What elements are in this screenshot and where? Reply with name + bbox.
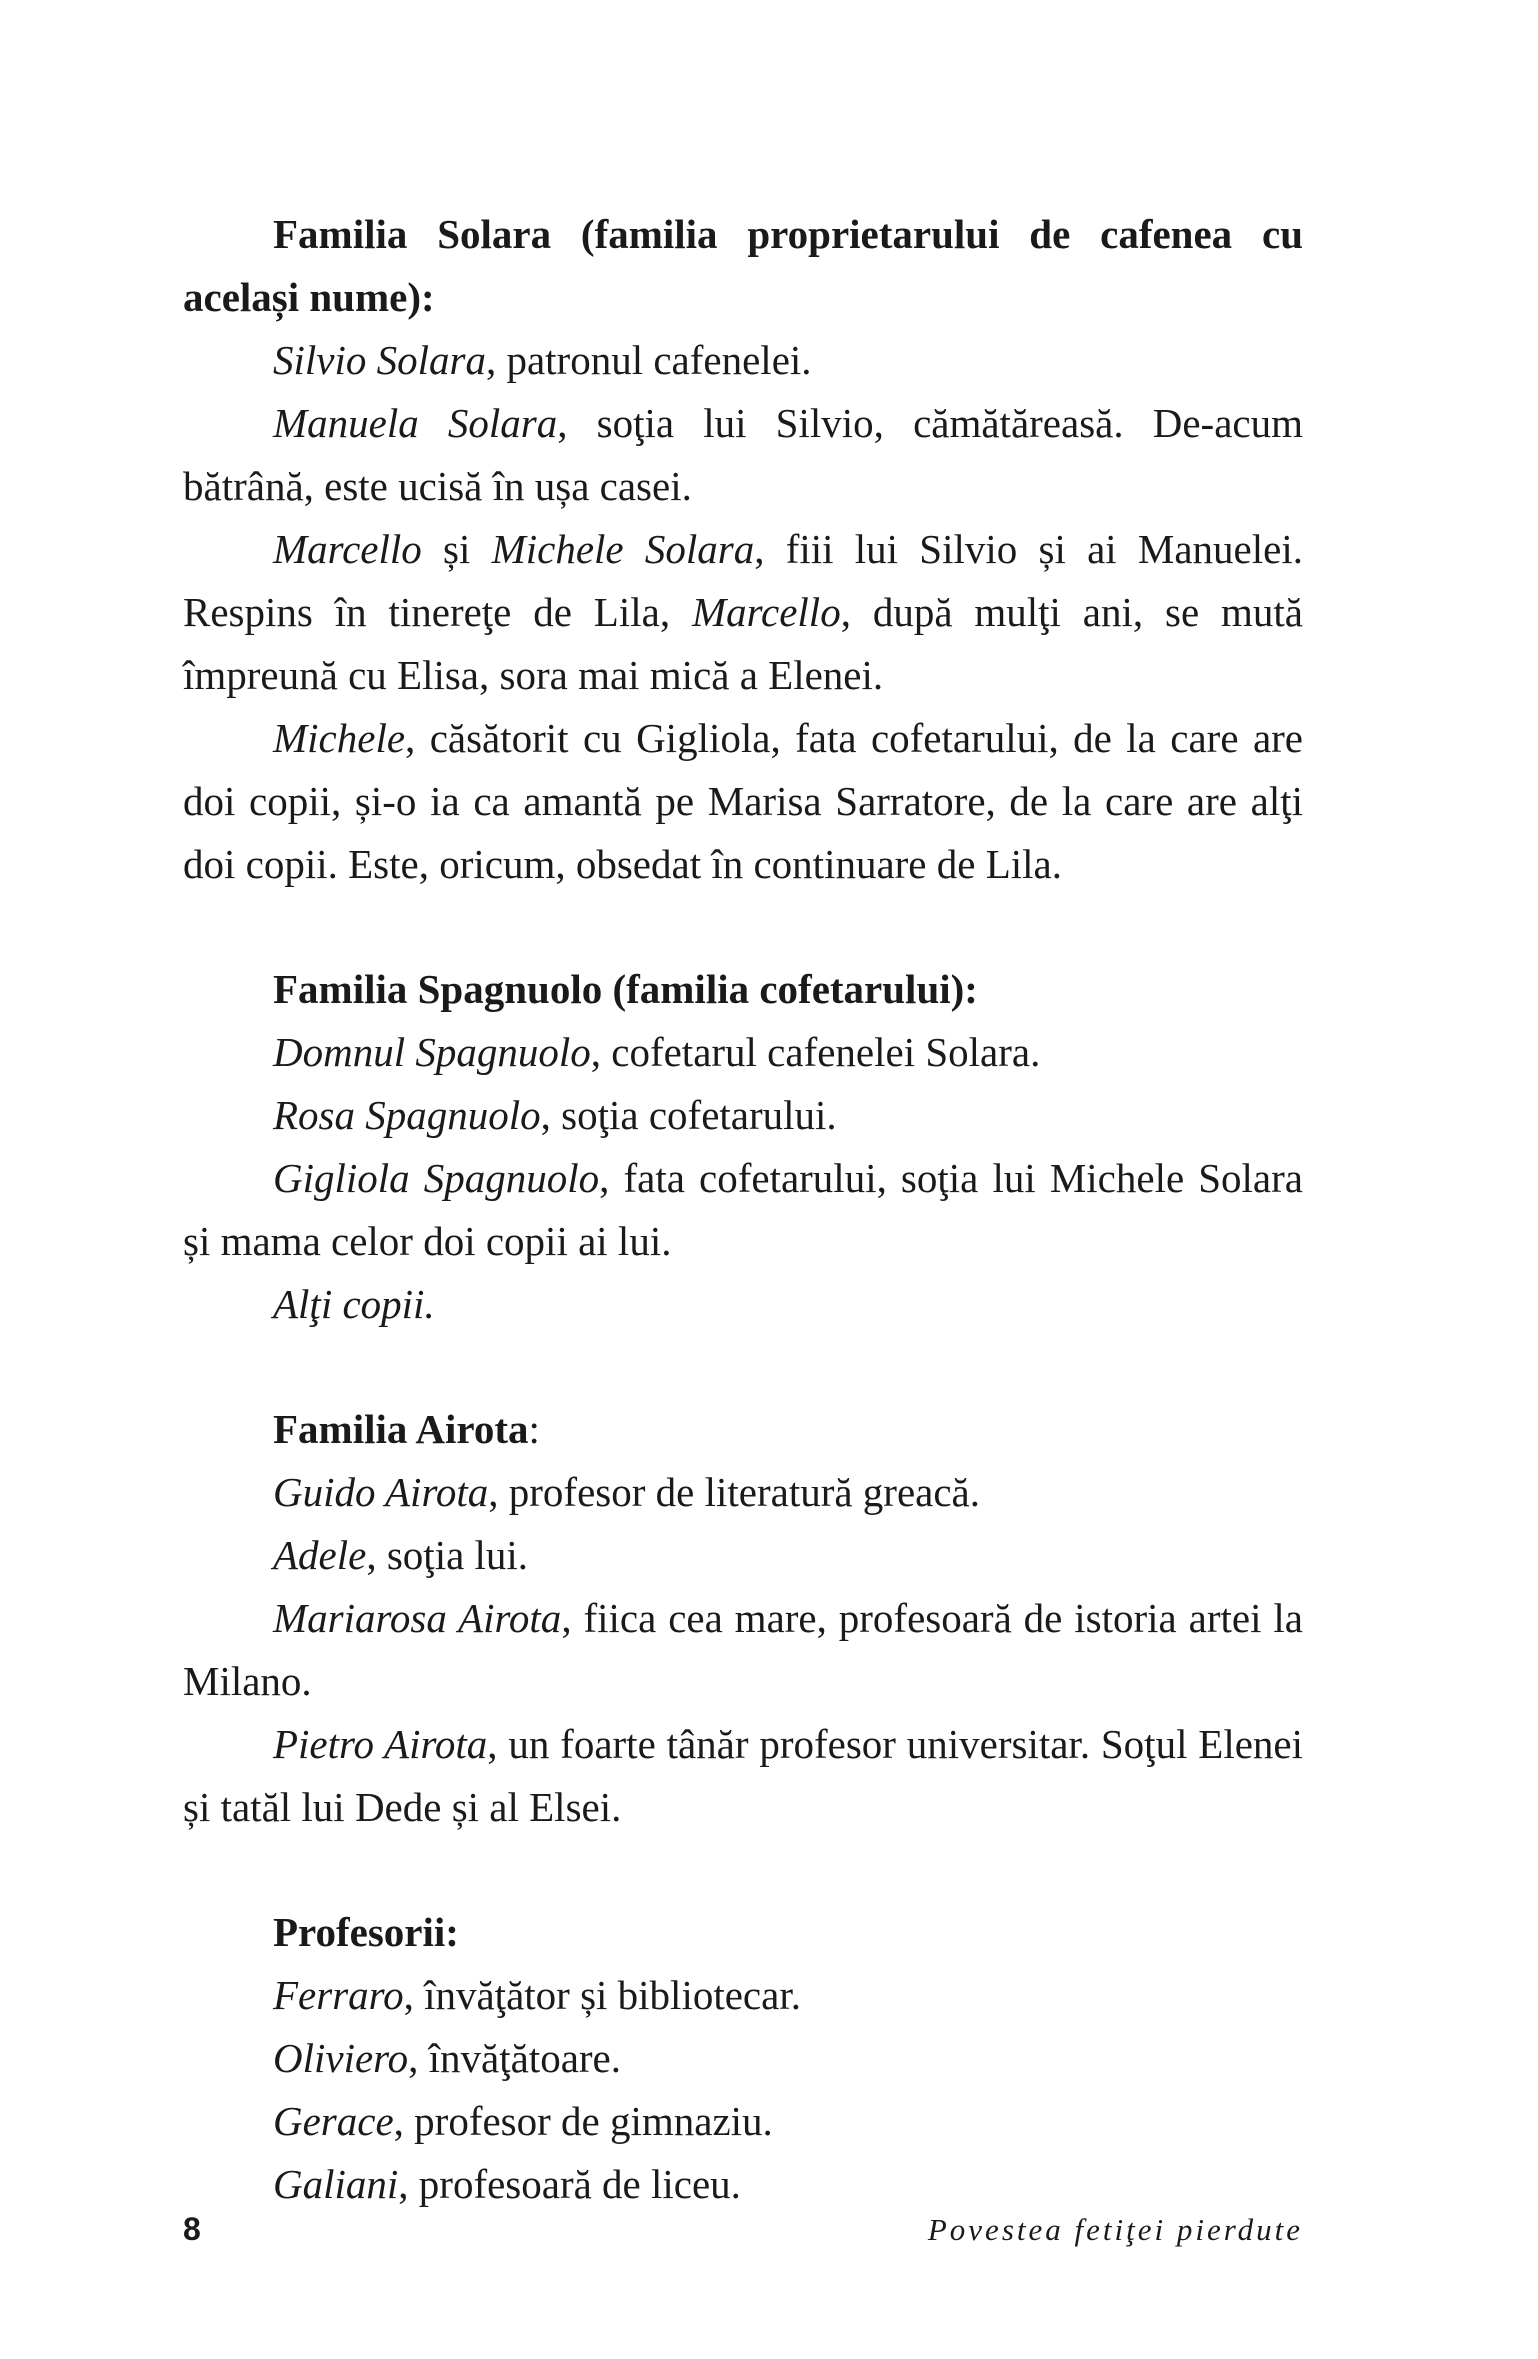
section-heading [183,1901,1303,1964]
person-name: Mariarosa Airota [273,1595,562,1641]
person-name: Domnul Spagnuolo [273,1029,591,1075]
person-description: , căsătorit cu Gigliola, fata cofetarului, de la care are doi copii, și-o ia ca amantă pe Marisa Sarratore, de la care are alţi doi copii. Este, oricum, obsedat în continuare de Lila. [183,715,1303,887]
person-description: , învăţătoare. [408,2035,621,2081]
person-description: , soţia lui Silvio, cămătăreasă. De-acum bătrână, este ucisă în ușa casei. [183,400,1303,509]
person-description: , profesor de literatură greacă. [488,1469,981,1515]
entry [183,1147,1303,1273]
entry [183,518,1303,707]
entry [183,1461,1303,1524]
entry [183,392,1303,518]
heading-text: Familia Solara (familia proprietarului de cafenea cu același nume): [183,211,1303,320]
section-familia-airota [183,1398,1303,1839]
person-name: Manuela Solara [273,400,558,446]
person-description: , învăţător și bibliotecar. [403,1972,801,2018]
heading-text: Profesorii: [273,1909,459,1955]
entry [183,1587,1303,1713]
person-description: , cofetarul cafenelei Solara. [590,1029,1041,1075]
person-name: Guido Airota [273,1469,489,1515]
person-description: , fiii lui Silvio și ai Manuelei. Respins în tinereţe de Lila, [183,526,1303,635]
person-name: Alţi copii. [273,1281,435,1327]
person-description: , fiica cea mare, profesoară de istoria artei la Milano. [183,1595,1303,1704]
entry [183,1524,1303,1587]
person-description: , soţia lui. [366,1532,529,1578]
person-description: , soţia cofetarului. [540,1092,837,1138]
person-description: și [421,526,492,572]
person-description: , după mulţi ani, se mută împreună cu Elisa, sora mai mică a Elenei. [183,589,1303,698]
person-name: Marcello [691,589,841,635]
entry [183,1021,1303,1084]
person-description: , patronul cafenelei. [485,337,812,383]
person-name: Michele [273,715,406,761]
person-name: Michele Solara [491,526,755,572]
person-description: , fata cofetarului, soţia lui Michele Solara și mama celor doi copii ai lui. [183,1155,1303,1264]
entry [183,1964,1303,2027]
section-profesorii [183,1901,1303,2216]
section-heading [183,203,1303,329]
entry [183,1273,1303,1336]
page-number: 8 [183,2211,201,2247]
entry [183,1713,1303,1839]
entry [183,2153,1303,2216]
entry [183,707,1303,896]
person-name: Gigliola Spagnuolo [273,1155,600,1201]
section-heading [183,958,1303,1021]
entry [183,329,1303,392]
section-familia-solara [183,203,1303,896]
person-name: Galiani [273,2161,399,2207]
person-description: , profesoară de liceu. [398,2161,741,2207]
person-name: Gerace [273,2098,394,2144]
section-familia-spagnuolo [183,958,1303,1336]
person-name: Marcello [273,526,422,572]
heading-text: Familia Spagnuolo (familia cofetarului): [273,966,978,1012]
section-heading [183,1398,1303,1461]
entry [183,1084,1303,1147]
entry [183,2090,1303,2153]
person-name: Ferraro [273,1972,404,2018]
person-name: Pietro Airota [273,1721,488,1767]
entry [183,2027,1303,2090]
running-footer-title: Povestea fetiţei pierdute [927,2212,1303,2247]
person-description: , profesor de gimnaziu. [393,2098,773,2144]
heading-suffix: : [528,1406,540,1452]
person-description: , un foarte tânăr profesor universitar. Soţul Elenei și tatăl lui Dede și al Elsei. [183,1721,1303,1830]
person-name: Rosa Spagnuolo [273,1092,541,1138]
person-name: Adele [273,1532,367,1578]
person-name: Oliviero [273,2035,409,2081]
person-name: Silvio Solara [273,337,486,383]
page-body [183,203,1303,2216]
heading-text: Familia Airota [273,1406,529,1452]
